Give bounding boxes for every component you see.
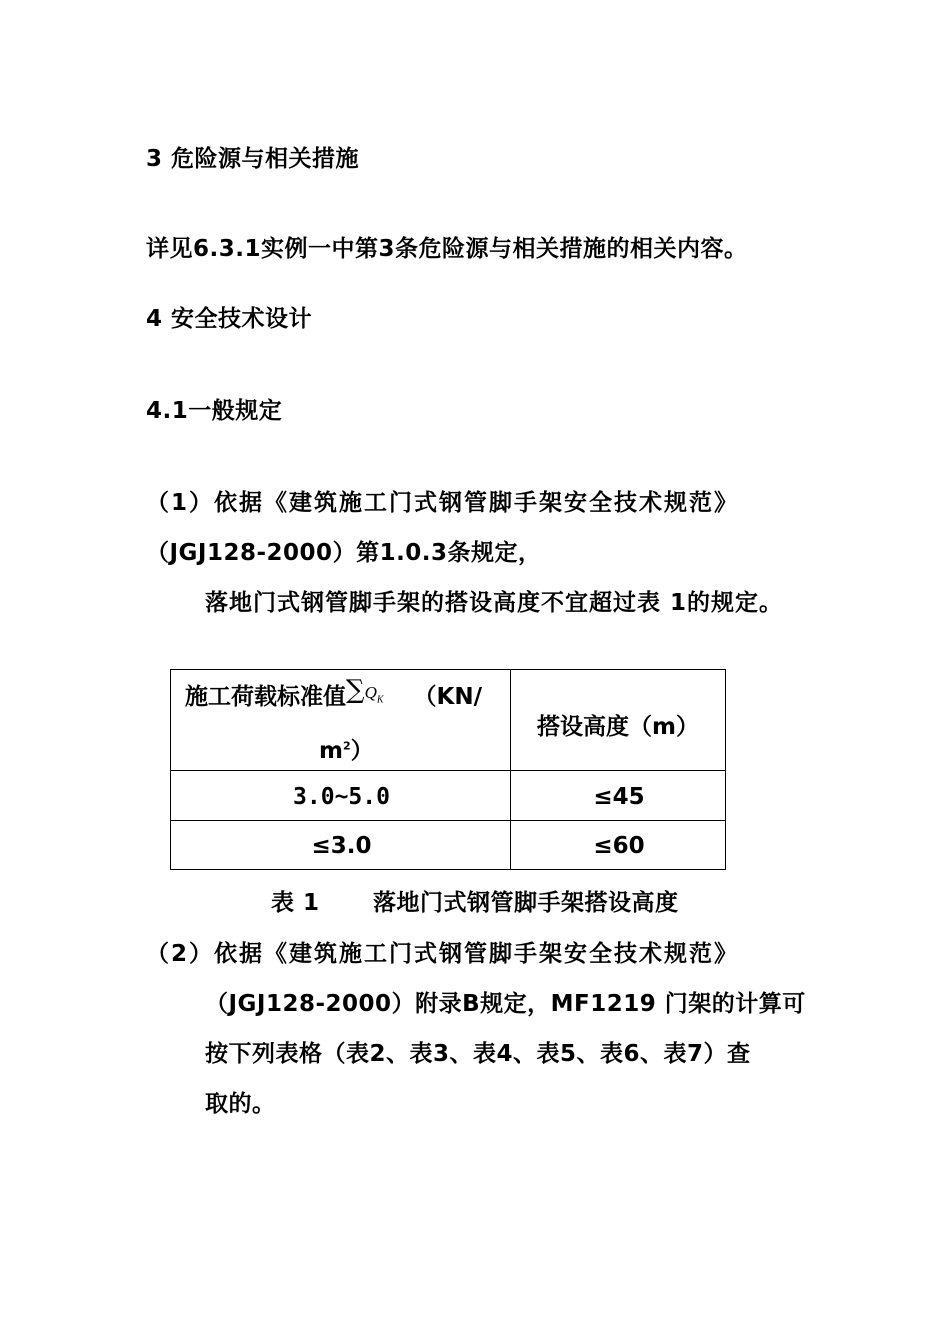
table-header-cell-height [510,669,726,771]
header-load-unit: （KN/ [413,684,483,710]
table-row-2-height: ≤60 [593,833,645,859]
table-row-2-height-cell [510,820,726,870]
section-4-1-heading: 4.1一般规定 [146,398,283,424]
header-load-label: 施工荷载标准值 [185,684,346,710]
item-2-line-1: （2）依据《建筑施工门式钢管脚手架安全技术规范》 [146,941,740,967]
section-3-body: 详见6.3.1实例一中第3条危险源与相关措施的相关内容。 [146,236,748,262]
table-row-1-load: 3.0~5.0 [293,784,390,810]
header-load-unit-sup: 2 [342,739,351,753]
sum-symbol: ∑ [346,675,365,705]
scaffold-height-table [170,669,726,870]
table-caption-label: 表 1 [271,890,320,916]
table-header-cell-load: 施工荷载标准值∑$^{Q_K}$ （KN/ $m^2$） [170,669,511,771]
table-row-2-load: ≤3.0 [311,833,372,859]
table-row-1-load-cell [170,770,511,821]
table-caption-title: 落地门式钢管脚手架搭设高度 [373,890,679,916]
item-1-line-2: （JGJ128-2000）第1.0.3条规定， [146,540,542,566]
header-load-unit-m: m [319,738,343,764]
item-1-line-1: （1）依据《建筑施工门式钢管脚手架安全技术规范》 [146,490,740,516]
table-row-1-height: ≤45 [593,784,645,810]
section-4-heading: 4 安全技术设计 [146,306,313,332]
header-height-label: 搭设高度（m） [537,714,699,740]
item-2-line-3: 按下列表格（表2、表3、表4、表5、表6、表7）查 [205,1041,751,1067]
item-1-line-3: 落地门式钢管脚手架的搭设高度不宜超过表 1的规定。 [205,590,784,616]
section-3-heading: 3 危险源与相关措施 [146,146,360,172]
table-row-2-load-cell [170,820,511,870]
item-2-line-2: （JGJ128-2000）附录B规定，MF1219 门架的计算可 [205,991,806,1017]
qk-symbol: QK [364,683,384,706]
item-2-line-4: 取的。 [205,1091,276,1117]
table-row-1-height-cell [510,770,726,821]
